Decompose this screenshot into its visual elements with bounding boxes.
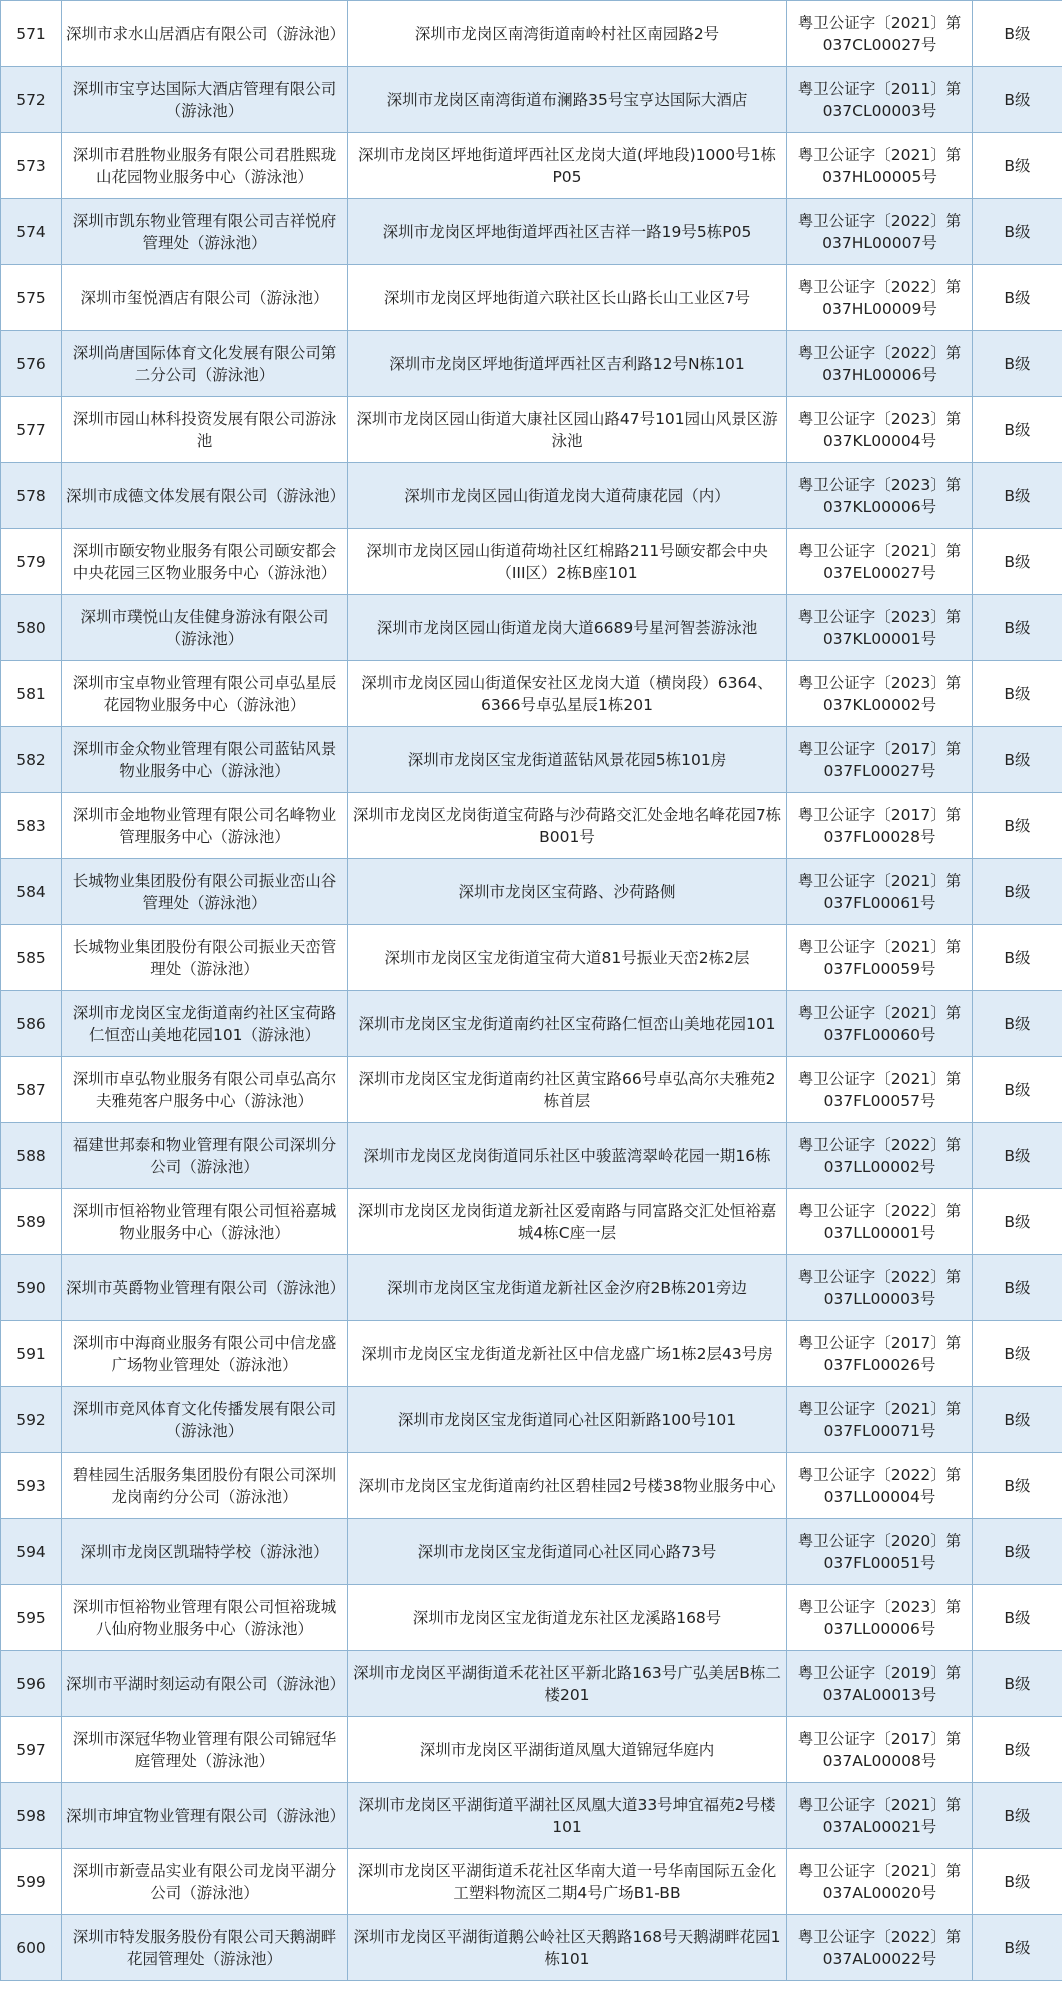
cell-license-number: 粤卫公证字〔2022〕第037LL00003号: [787, 1255, 973, 1321]
cell-number: 571: [1, 1, 62, 67]
cell-unit-name: 深圳尚唐国际体育文化发展有限公司第二分公司（游泳池）: [62, 331, 348, 397]
cell-number: 585: [1, 925, 62, 991]
cell-number: 577: [1, 397, 62, 463]
cell-number: 600: [1, 1915, 62, 1981]
cell-address: 深圳市龙岗区龙岗街道同乐社区中骏蓝湾翠岭花园一期16栋: [348, 1123, 787, 1189]
cell-number: 593: [1, 1453, 62, 1519]
cell-grade: B级: [973, 1519, 1062, 1585]
cell-number: 574: [1, 199, 62, 265]
cell-license-number: 粤卫公证字〔2017〕第037FL00027号: [787, 727, 973, 793]
table-row: [1, 1387, 1062, 1453]
cell-license-number: 粤卫公证字〔2022〕第037LL00004号: [787, 1453, 973, 1519]
cell-license-number: 粤卫公证字〔2022〕第037HL00007号: [787, 199, 973, 265]
cell-address: 深圳市龙岗区宝龙街道宝荷大道81号振业天峦2栋2层: [348, 925, 787, 991]
table-row: [1, 1915, 1062, 1981]
cell-address: 深圳市龙岗区园山街道荷坳社区红棉路211号颐安都会中央（III区）2栋B座101: [348, 529, 787, 595]
cell-license-number: 粤卫公证字〔2021〕第037FL00059号: [787, 925, 973, 991]
cell-address: 深圳市龙岗区宝龙街道蓝钻风景花园5栋101房: [348, 727, 787, 793]
cell-license-number: 粤卫公证字〔2023〕第037KL00002号: [787, 661, 973, 727]
cell-license-number: 粤卫公证字〔2021〕第037HL00005号: [787, 133, 973, 199]
cell-number: 597: [1, 1717, 62, 1783]
table-row: [1, 727, 1062, 793]
table-row: [1, 1849, 1062, 1915]
cell-address: 深圳市龙岗区坪地街道坪西社区龙岗大道(坪地段)1000号1栋P05: [348, 133, 787, 199]
cell-address: 深圳市龙岗区南湾街道布澜路35号宝亨达国际大酒店: [348, 67, 787, 133]
cell-number: 582: [1, 727, 62, 793]
table-row: [1, 1519, 1062, 1585]
cell-address: 深圳市龙岗区宝龙街道同心社区同心路73号: [348, 1519, 787, 1585]
cell-address: 深圳市龙岗区园山街道保安社区龙岗大道（横岗段）6364、6366号卓弘星辰1栋201: [348, 661, 787, 727]
cell-unit-name: 长城物业集团股份有限公司振业天峦管理处（游泳池）: [62, 925, 348, 991]
cell-address: 深圳市龙岗区宝龙街道龙新社区金汐府2B栋201旁边: [348, 1255, 787, 1321]
cell-grade: B级: [973, 199, 1062, 265]
cell-grade: B级: [973, 67, 1062, 133]
cell-grade: B级: [973, 463, 1062, 529]
cell-license-number: 粤卫公证字〔2020〕第037FL00051号: [787, 1519, 973, 1585]
cell-grade: B级: [973, 397, 1062, 463]
cell-number: 572: [1, 67, 62, 133]
cell-number: 591: [1, 1321, 62, 1387]
cell-number: 595: [1, 1585, 62, 1651]
cell-grade: B级: [973, 925, 1062, 991]
cell-unit-name: 深圳市玺悦酒店有限公司（游泳池）: [62, 265, 348, 331]
cell-address: 深圳市龙岗区平湖街道鹅公岭社区天鹅路168号天鹅湖畔花园1栋101: [348, 1915, 787, 1981]
cell-address: 深圳市龙岗区平湖街道禾花社区华南大道一号华南国际五金化工塑料物流区二期4号广场B1-BB: [348, 1849, 787, 1915]
cell-unit-name: 深圳市金众物业管理有限公司蓝钻风景物业服务中心（游泳池）: [62, 727, 348, 793]
cell-grade: B级: [973, 1, 1062, 67]
cell-number: 586: [1, 991, 62, 1057]
cell-grade: B级: [973, 1321, 1062, 1387]
cell-address: 深圳市龙岗区园山街道龙岗大道6689号星河智荟游泳池: [348, 595, 787, 661]
cell-grade: B级: [973, 1717, 1062, 1783]
cell-grade: B级: [973, 727, 1062, 793]
cell-address: 深圳市龙岗区坪地街道坪西社区吉祥一路19号5栋P05: [348, 199, 787, 265]
cell-address: 深圳市龙岗区宝龙街道龙新社区中信龙盛广场1栋2层43号房: [348, 1321, 787, 1387]
cell-number: 588: [1, 1123, 62, 1189]
cell-grade: B级: [973, 331, 1062, 397]
cell-unit-name: 深圳市颐安物业服务有限公司颐安都会中央花园三区物业服务中心（游泳池）: [62, 529, 348, 595]
cell-number: 579: [1, 529, 62, 595]
cell-unit-name: 深圳市金地物业管理有限公司名峰物业管理服务中心（游泳池）: [62, 793, 348, 859]
cell-license-number: 粤卫公证字〔2017〕第037FL00028号: [787, 793, 973, 859]
cell-grade: B级: [973, 1651, 1062, 1717]
cell-license-number: 粤卫公证字〔2021〕第037CL00027号: [787, 1, 973, 67]
cell-unit-name: 深圳市深冠华物业管理有限公司锦冠华庭管理处（游泳池）: [62, 1717, 348, 1783]
cell-address: 深圳市龙岗区宝荷路、沙荷路侧: [348, 859, 787, 925]
cell-address: 深圳市龙岗区平湖街道平湖社区凤凰大道33号坤宜福苑2号楼101: [348, 1783, 787, 1849]
cell-unit-name: 长城物业集团股份有限公司振业峦山谷管理处（游泳池）: [62, 859, 348, 925]
cell-grade: B级: [973, 859, 1062, 925]
cell-grade: B级: [973, 661, 1062, 727]
cell-license-number: 粤卫公证字〔2022〕第037AL00022号: [787, 1915, 973, 1981]
table-row: [1, 859, 1062, 925]
cell-unit-name: 深圳市君胜物业服务有限公司君胜熙珑山花园物业服务中心（游泳池）: [62, 133, 348, 199]
cell-number: 590: [1, 1255, 62, 1321]
cell-license-number: 粤卫公证字〔2023〕第037KL00001号: [787, 595, 973, 661]
table-row: [1, 595, 1062, 661]
cell-number: 598: [1, 1783, 62, 1849]
cell-license-number: 粤卫公证字〔2021〕第037AL00020号: [787, 1849, 973, 1915]
cell-address: 深圳市龙岗区宝龙街道南约社区宝荷路仁恒峦山美地花园101: [348, 991, 787, 1057]
cell-number: 576: [1, 331, 62, 397]
cell-grade: B级: [973, 1057, 1062, 1123]
cell-number: 581: [1, 661, 62, 727]
cell-number: 575: [1, 265, 62, 331]
cell-address: 深圳市龙岗区龙岗街道龙新社区爱南路与同富路交汇处恒裕嘉城4栋C座一层: [348, 1189, 787, 1255]
cell-unit-name: 深圳市龙岗区宝龙街道南约社区宝荷路仁恒峦山美地花园101（游泳池）: [62, 991, 348, 1057]
cell-number: 587: [1, 1057, 62, 1123]
cell-license-number: 粤卫公证字〔2023〕第037KL00004号: [787, 397, 973, 463]
cell-number: 589: [1, 1189, 62, 1255]
table-row: [1, 1255, 1062, 1321]
table-row: [1, 1585, 1062, 1651]
cell-address: 深圳市龙岗区宝龙街道南约社区黄宝路66号卓弘高尔夫雅苑2栋首层: [348, 1057, 787, 1123]
table-row: [1, 199, 1062, 265]
table-row: [1, 67, 1062, 133]
cell-number: 596: [1, 1651, 62, 1717]
cell-address: 深圳市龙岗区龙岗街道宝荷路与沙荷路交汇处金地名峰花园7栋B001号: [348, 793, 787, 859]
cell-unit-name: 深圳市恒裕物业管理有限公司恒裕珑城八仙府物业服务中心（游泳池）: [62, 1585, 348, 1651]
cell-license-number: 粤卫公证字〔2021〕第037FL00057号: [787, 1057, 973, 1123]
cell-grade: B级: [973, 1255, 1062, 1321]
cell-unit-name: 深圳市恒裕物业管理有限公司恒裕嘉城物业服务中心（游泳池）: [62, 1189, 348, 1255]
cell-grade: B级: [973, 1585, 1062, 1651]
cell-license-number: 粤卫公证字〔2023〕第037KL00006号: [787, 463, 973, 529]
cell-address: 深圳市龙岗区平湖街道凤凰大道锦冠华庭内: [348, 1717, 787, 1783]
cell-unit-name: 深圳市求水山居酒店有限公司（游泳池）: [62, 1, 348, 67]
table-row: [1, 1057, 1062, 1123]
table-row: [1, 397, 1062, 463]
cell-grade: B级: [973, 1387, 1062, 1453]
table-row: [1, 1453, 1062, 1519]
table-row: [1, 1321, 1062, 1387]
table-row: [1, 1783, 1062, 1849]
cell-license-number: 粤卫公证字〔2017〕第037AL00008号: [787, 1717, 973, 1783]
cell-address: 深圳市龙岗区坪地街道六联社区长山路长山工业区7号: [348, 265, 787, 331]
cell-license-number: 粤卫公证字〔2022〕第037HL00006号: [787, 331, 973, 397]
cell-grade: B级: [973, 1849, 1062, 1915]
cell-license-number: 粤卫公证字〔2019〕第037AL00013号: [787, 1651, 973, 1717]
cell-license-number: 粤卫公证字〔2022〕第037LL00001号: [787, 1189, 973, 1255]
table-row: [1, 1717, 1062, 1783]
cell-grade: B级: [973, 793, 1062, 859]
cell-unit-name: 深圳市璞悦山友佳健身游泳有限公司（游泳池）: [62, 595, 348, 661]
cell-unit-name: 深圳市平湖时刻运动有限公司（游泳池）: [62, 1651, 348, 1717]
table-row: [1, 529, 1062, 595]
cell-unit-name: 深圳市园山林科投资发展有限公司游泳池: [62, 397, 348, 463]
table-row: [1, 1651, 1062, 1717]
cell-grade: B级: [973, 1189, 1062, 1255]
cell-license-number: 粤卫公证字〔2021〕第037FL00060号: [787, 991, 973, 1057]
cell-address: 深圳市龙岗区园山街道龙岗大道荷康花园（内）: [348, 463, 787, 529]
cell-number: 573: [1, 133, 62, 199]
cell-unit-name: 深圳市成德文体发展有限公司（游泳池）: [62, 463, 348, 529]
cell-grade: B级: [973, 595, 1062, 661]
cell-number: 578: [1, 463, 62, 529]
cell-number: 580: [1, 595, 62, 661]
cell-number: 583: [1, 793, 62, 859]
cell-unit-name: 深圳市凯东物业管理有限公司吉祥悦府管理处（游泳池）: [62, 199, 348, 265]
cell-unit-name: 深圳市宝亨达国际大酒店管理有限公司（游泳池）: [62, 67, 348, 133]
cell-grade: B级: [973, 991, 1062, 1057]
cell-address: 深圳市龙岗区坪地街道坪西社区吉利路12号N栋101: [348, 331, 787, 397]
cell-license-number: 粤卫公证字〔2017〕第037FL00026号: [787, 1321, 973, 1387]
cell-unit-name: 深圳市中海商业服务有限公司中信龙盛广场物业管理处（游泳池）: [62, 1321, 348, 1387]
cell-unit-name: 碧桂园生活服务集团股份有限公司深圳龙岗南约分公司（游泳池）: [62, 1453, 348, 1519]
cell-unit-name: 深圳市新壹品实业有限公司龙岗平湖分公司（游泳池）: [62, 1849, 348, 1915]
table-row: [1, 925, 1062, 991]
table-row: [1, 1189, 1062, 1255]
cell-address: 深圳市龙岗区宝龙街道同心社区阳新路100号101: [348, 1387, 787, 1453]
cell-unit-name: 深圳市特发服务股份有限公司天鹅湖畔花园管理处（游泳池）: [62, 1915, 348, 1981]
table-row: [1, 1123, 1062, 1189]
cell-address: 深圳市龙岗区南湾街道南岭村社区南园路2号: [348, 1, 787, 67]
cell-license-number: 粤卫公证字〔2022〕第037HL00009号: [787, 265, 973, 331]
table-row: [1, 793, 1062, 859]
table-row: [1, 133, 1062, 199]
cell-number: 599: [1, 1849, 62, 1915]
cell-unit-name: 福建世邦泰和物业管理有限公司深圳分公司（游泳池）: [62, 1123, 348, 1189]
table-row: [1, 331, 1062, 397]
cell-unit-name: 深圳市英爵物业管理有限公司（游泳池）: [62, 1255, 348, 1321]
cell-unit-name: 深圳市宝卓物业管理有限公司卓弘星辰花园物业服务中心（游泳池）: [62, 661, 348, 727]
cell-license-number: 粤卫公证字〔2021〕第037AL00021号: [787, 1783, 973, 1849]
table-row: [1, 1, 1062, 67]
cell-number: 592: [1, 1387, 62, 1453]
table-body: [1, 1, 1062, 1981]
cell-address: 深圳市龙岗区宝龙街道龙东社区龙溪路168号: [348, 1585, 787, 1651]
cell-grade: B级: [973, 1783, 1062, 1849]
cell-license-number: 粤卫公证字〔2022〕第037LL00002号: [787, 1123, 973, 1189]
cell-license-number: 粤卫公证字〔2023〕第037LL00006号: [787, 1585, 973, 1651]
cell-address: 深圳市龙岗区平湖街道禾花社区平新北路163号广弘美居B栋二楼201: [348, 1651, 787, 1717]
cell-license-number: 粤卫公证字〔2021〕第037FL00071号: [787, 1387, 973, 1453]
cell-grade: B级: [973, 265, 1062, 331]
cell-grade: B级: [973, 1915, 1062, 1981]
cell-address: 深圳市龙岗区宝龙街道南约社区碧桂园2号楼38物业服务中心: [348, 1453, 787, 1519]
cell-license-number: 粤卫公证字〔2021〕第037EL00027号: [787, 529, 973, 595]
cell-grade: B级: [973, 1453, 1062, 1519]
table-row: [1, 463, 1062, 529]
cell-grade: B级: [973, 529, 1062, 595]
cell-grade: B级: [973, 133, 1062, 199]
cell-address: 深圳市龙岗区园山街道大康社区园山路47号101园山风景区游泳池: [348, 397, 787, 463]
cell-grade: B级: [973, 1123, 1062, 1189]
cell-unit-name: 深圳市卓弘物业服务有限公司卓弘高尔夫雅苑客户服务中心（游泳池）: [62, 1057, 348, 1123]
cell-unit-name: 深圳市龙岗区凯瑞特学校（游泳池）: [62, 1519, 348, 1585]
table-row: [1, 661, 1062, 727]
cell-number: 594: [1, 1519, 62, 1585]
cell-unit-name: 深圳市坤宜物业管理有限公司（游泳池）: [62, 1783, 348, 1849]
table-row: [1, 991, 1062, 1057]
cell-license-number: 粤卫公证字〔2011〕第037CL00003号: [787, 67, 973, 133]
cell-license-number: 粤卫公证字〔2021〕第037FL00061号: [787, 859, 973, 925]
table-row: [1, 265, 1062, 331]
cell-number: 584: [1, 859, 62, 925]
cell-unit-name: 深圳市竞风体育文化传播发展有限公司（游泳池）: [62, 1387, 348, 1453]
